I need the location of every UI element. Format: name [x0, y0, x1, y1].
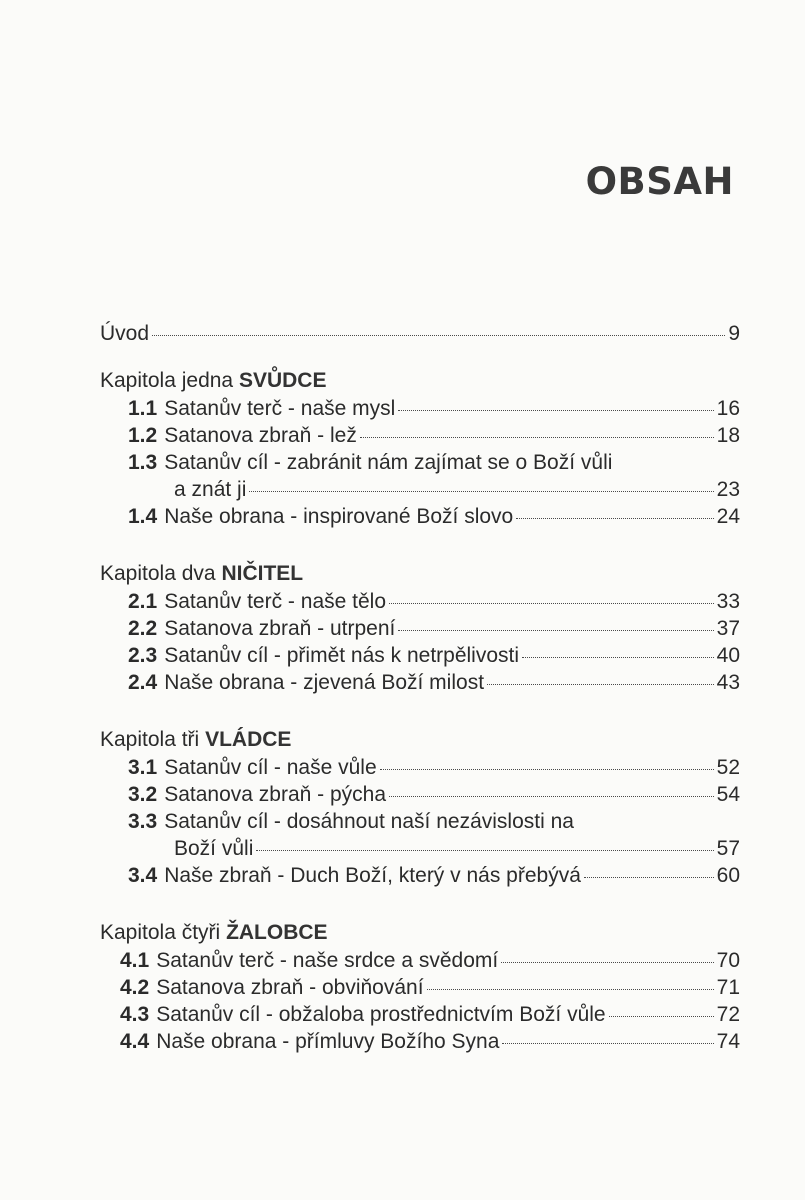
toc-entry [128, 781, 740, 808]
toc-page-number: 70 [716, 949, 740, 972]
toc-chapter [100, 919, 740, 1055]
toc-page-number: 33 [716, 590, 740, 613]
toc-entry [128, 808, 740, 835]
dot-leader [380, 769, 714, 770]
toc-entry [128, 754, 740, 781]
dot-leader [502, 1043, 713, 1044]
section-title-continued: Boží vůli [174, 837, 254, 860]
section-title: Naše obrana - zjevená Boží milost [164, 671, 485, 694]
toc-entry [120, 1028, 740, 1055]
section-number: 1.2 [128, 424, 158, 447]
dot-leader [501, 962, 713, 963]
chapter-prefix: Kapitola jedna [100, 369, 234, 392]
dot-leader [389, 603, 714, 604]
dot-leader [398, 630, 713, 631]
chapter-prefix: Kapitola čtyři [100, 921, 221, 944]
table-of-contents [100, 320, 740, 1055]
section-number: 2.1 [128, 590, 158, 613]
chapter-heading [100, 919, 740, 947]
section-number: 3.1 [128, 756, 158, 779]
chapter-heading [100, 560, 740, 588]
section-title: Satanův terč - naše mysl [164, 397, 396, 420]
dot-leader [487, 684, 714, 685]
chapter-name: SVŮDCE [238, 369, 327, 392]
dot-leader [152, 335, 725, 336]
toc-entry [128, 588, 740, 615]
chapter-heading [100, 726, 740, 754]
toc-intro [100, 320, 740, 347]
toc-page-number: 74 [716, 1030, 740, 1053]
toc-entry [128, 449, 740, 476]
toc-entry [128, 615, 740, 642]
toc-page-number: 43 [716, 671, 740, 694]
section-title: Naše obrana - inspirované Boží slovo [164, 505, 514, 528]
toc-page-number: 72 [716, 1003, 740, 1026]
toc-page-number: 18 [716, 424, 740, 447]
section-title: Satanova zbraň - pýcha [164, 783, 387, 806]
toc-entry-continuation [128, 476, 740, 503]
section-number: 2.3 [128, 644, 158, 667]
toc-chapter [100, 367, 740, 530]
section-number: 4.1 [120, 949, 150, 972]
page-title: OBSAH [585, 160, 734, 203]
section-title: Satanův cíl - přimět nás k netrpělivosti [164, 644, 520, 667]
dot-leader [398, 410, 713, 411]
section-title: Satanův terč - naše tělo [164, 590, 386, 613]
toc-entry-continuation [128, 835, 740, 862]
chapter-name: ŽALOBCE [226, 921, 328, 944]
toc-page-number: 37 [716, 617, 740, 640]
toc-page-number: 57 [716, 837, 740, 860]
section-number: 2.2 [128, 617, 158, 640]
toc-page-number: 9 [728, 322, 740, 345]
dot-leader [609, 1016, 714, 1017]
toc-page-number: 54 [716, 783, 740, 806]
dot-leader [516, 518, 713, 519]
section-title: Satanova zbraň - lež [164, 424, 357, 447]
toc-entry [120, 974, 740, 1001]
section-title: Naše zbraň - Duch Boží, který v nás přebývá [164, 864, 581, 887]
toc-entry [120, 947, 740, 974]
dot-leader [427, 989, 714, 990]
section-number: 4.4 [120, 1030, 150, 1053]
section-number: 4.2 [120, 976, 150, 999]
toc-entry [128, 642, 740, 669]
section-number: 3.3 [128, 810, 158, 833]
toc-page-number: 52 [716, 756, 740, 779]
section-title: Satanova zbraň - obviňování [156, 976, 424, 999]
section-number: 1.1 [128, 397, 158, 420]
dot-leader [584, 877, 714, 878]
section-title: Satanův cíl - zabránit nám zajímat se o Boží vůli [164, 451, 613, 474]
section-title: Satanova zbraň - utrpení [164, 617, 396, 640]
toc-page-number: 23 [716, 478, 740, 501]
section-title: Satanův cíl - dosáhnout naší nezávislosti na [164, 810, 574, 833]
toc-page-number: 71 [716, 976, 740, 999]
section-title: Naše obrana - přímluvy Božího Syna [156, 1030, 500, 1053]
chapter-prefix: Kapitola tři [100, 728, 200, 751]
section-number: 4.3 [120, 1003, 150, 1026]
section-title: Satanův cíl - naše vůle [164, 756, 377, 779]
toc-entry [120, 1001, 740, 1028]
dot-leader [360, 437, 714, 438]
toc-entry [128, 503, 740, 530]
toc-entry [128, 862, 740, 889]
toc-chapter [100, 560, 740, 696]
toc-chapter [100, 726, 740, 889]
section-number: 3.4 [128, 864, 158, 887]
dot-leader [256, 850, 713, 851]
toc-entry [128, 669, 740, 696]
toc-entry-label: Úvod [100, 322, 150, 345]
toc-entry [128, 422, 740, 449]
toc-page-number: 40 [716, 644, 740, 667]
chapter-heading [100, 367, 740, 395]
section-title: Satanův terč - naše srdce a svědomí [156, 949, 499, 972]
dot-leader [389, 796, 714, 797]
section-number: 1.3 [128, 451, 158, 474]
toc-page-number: 24 [716, 505, 740, 528]
toc-page-number: 60 [716, 864, 740, 887]
section-title-continued: a znát ji [174, 478, 247, 501]
chapter-name: VLÁDCE [205, 728, 292, 751]
chapter-prefix: Kapitola dva [100, 562, 216, 585]
dot-leader [249, 491, 713, 492]
toc-entry [128, 395, 740, 422]
section-number: 2.4 [128, 671, 158, 694]
dot-leader [522, 657, 714, 658]
section-number: 3.2 [128, 783, 158, 806]
section-title: Satanův cíl - obžaloba prostřednictvím Boží vůle [156, 1003, 606, 1026]
section-number: 1.4 [128, 505, 158, 528]
chapter-name: NIČITEL [221, 562, 304, 585]
toc-page-number: 16 [716, 397, 740, 420]
